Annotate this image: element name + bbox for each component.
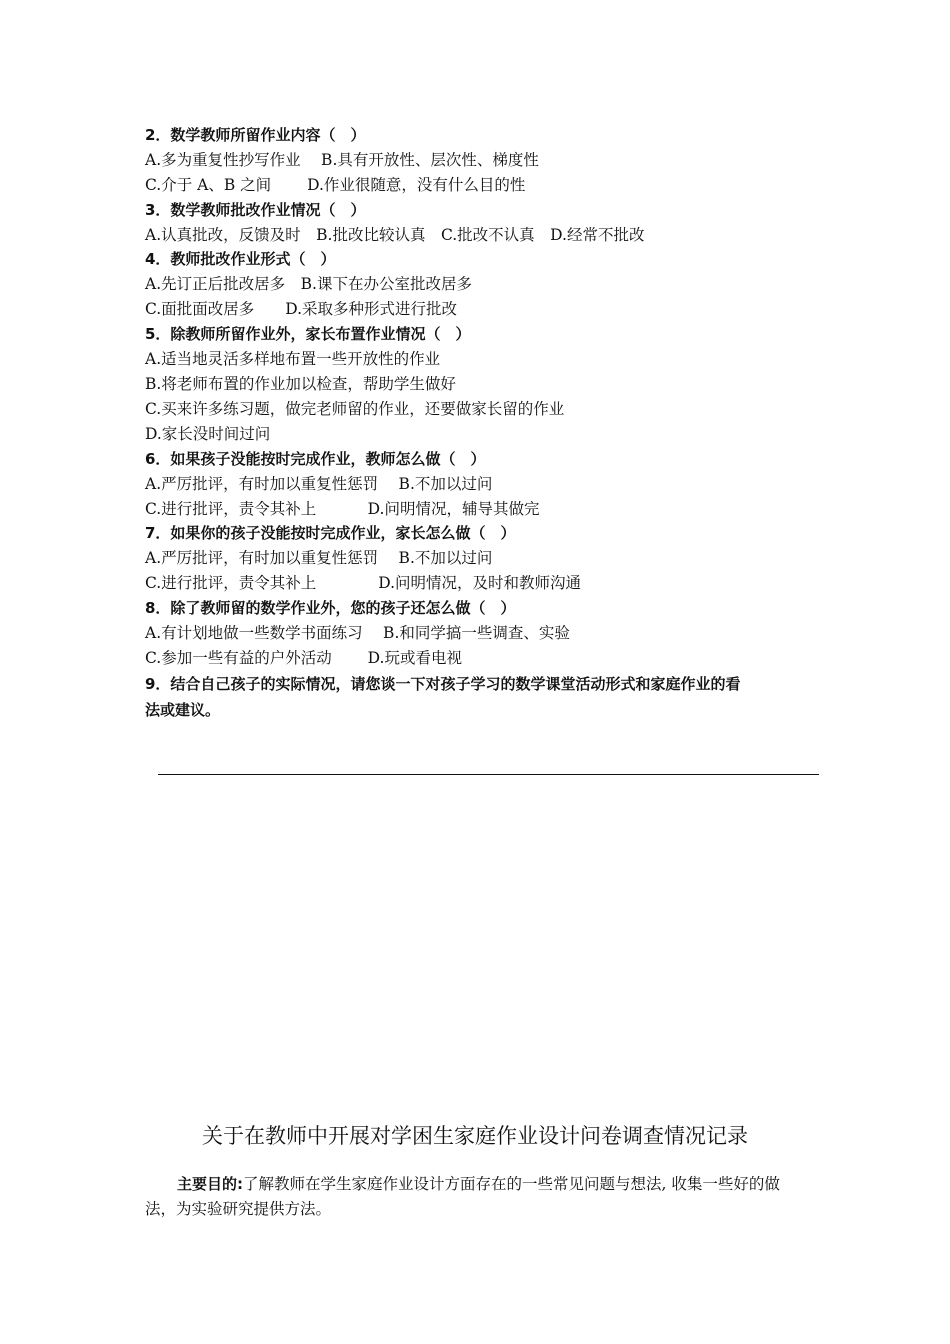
question-4-options-cd: C.面批面改居多 D.采取多种形式进行批改: [145, 300, 458, 318]
question-8-options-ab: A.有计划地做一些数学书面练习 B.和同学搞一些调查、实验: [145, 624, 570, 642]
question-8: 8．除了教师留的数学作业外，您的孩子还怎么做（ ）: [145, 599, 516, 617]
question-2: 2．数学教师所留作业内容（ ）: [145, 126, 366, 144]
question-8-options-cd: C.参加一些有益的户外活动 D.玩或看电视: [145, 649, 462, 667]
question-3: 3．数学教师批改作业情况（ ）: [145, 201, 366, 219]
question-9-line-2: 法或建议。: [145, 701, 221, 719]
answer-line: [158, 774, 819, 775]
question-5-option-c: C.买来许多练习题，做完老师留的作业，还要做家长留的作业: [145, 400, 565, 418]
question-7-options-ab: A.严厉批评，有时加以重复性惩罚 B.不加以过问: [145, 549, 493, 567]
question-7: 7．如果你的孩子没能按时完成作业，家长怎么做（ ）: [145, 524, 516, 542]
purpose-label: 主要目的:: [177, 1175, 243, 1193]
question-5-option-b: B.将老师布置的作业加以检查，帮助学生做好: [145, 375, 456, 393]
question-5-option-a: A.适当地灵活多样地布置一些开放性的作业: [145, 350, 441, 368]
question-5-option-d: D.家长没时间过问: [145, 425, 271, 443]
section-title: 关于在教师中开展对学困生家庭作业设计问卷调查情况记录: [202, 1124, 748, 1148]
question-6: 6．如果孩子没能按时完成作业，教师怎么做（ ）: [145, 450, 486, 468]
question-2-options-cd: C.介于 A、B 之间 D.作业很随意，没有什么目的性: [145, 176, 526, 194]
question-7-options-cd: C.进行批评，责令其补上 D.问明情况，及时和教师沟通: [145, 574, 582, 592]
question-6-options-ab: A.严厉批评，有时加以重复性惩罚 B.不加以过问: [145, 475, 493, 493]
question-9-line-1: 9．结合自己孩子的实际情况，请您谈一下对孩子学习的数学课堂活动形式和家庭作业的看: [145, 675, 741, 693]
question-3-options: A.认真批改，反馈及时 B.批改比较认真 C.批改不认真 D.经常不批改: [145, 226, 645, 244]
purpose-paragraph: [145, 1172, 805, 1222]
question-5: 5．除教师所留作业外，家长布置作业情况（ ）: [145, 325, 471, 343]
question-4: 4．教师批改作业形式（ ）: [145, 250, 336, 268]
question-6-options-cd: C.进行批评，责令其补上 D.问明情况，辅导其做完: [145, 500, 540, 518]
purpose-text: 了解教师在学生家庭作业设计方面存在的一些常见问题与想法, 收集一些好的做法，为实验研究提供方法。: [145, 1175, 780, 1218]
question-2-options-ab: A.多为重复性抄写作业 B.具有开放性、层次性、梯度性: [145, 151, 539, 169]
question-4-options-ab: A.先订正后批改居多 B.课下在办公室批改居多: [145, 275, 472, 293]
